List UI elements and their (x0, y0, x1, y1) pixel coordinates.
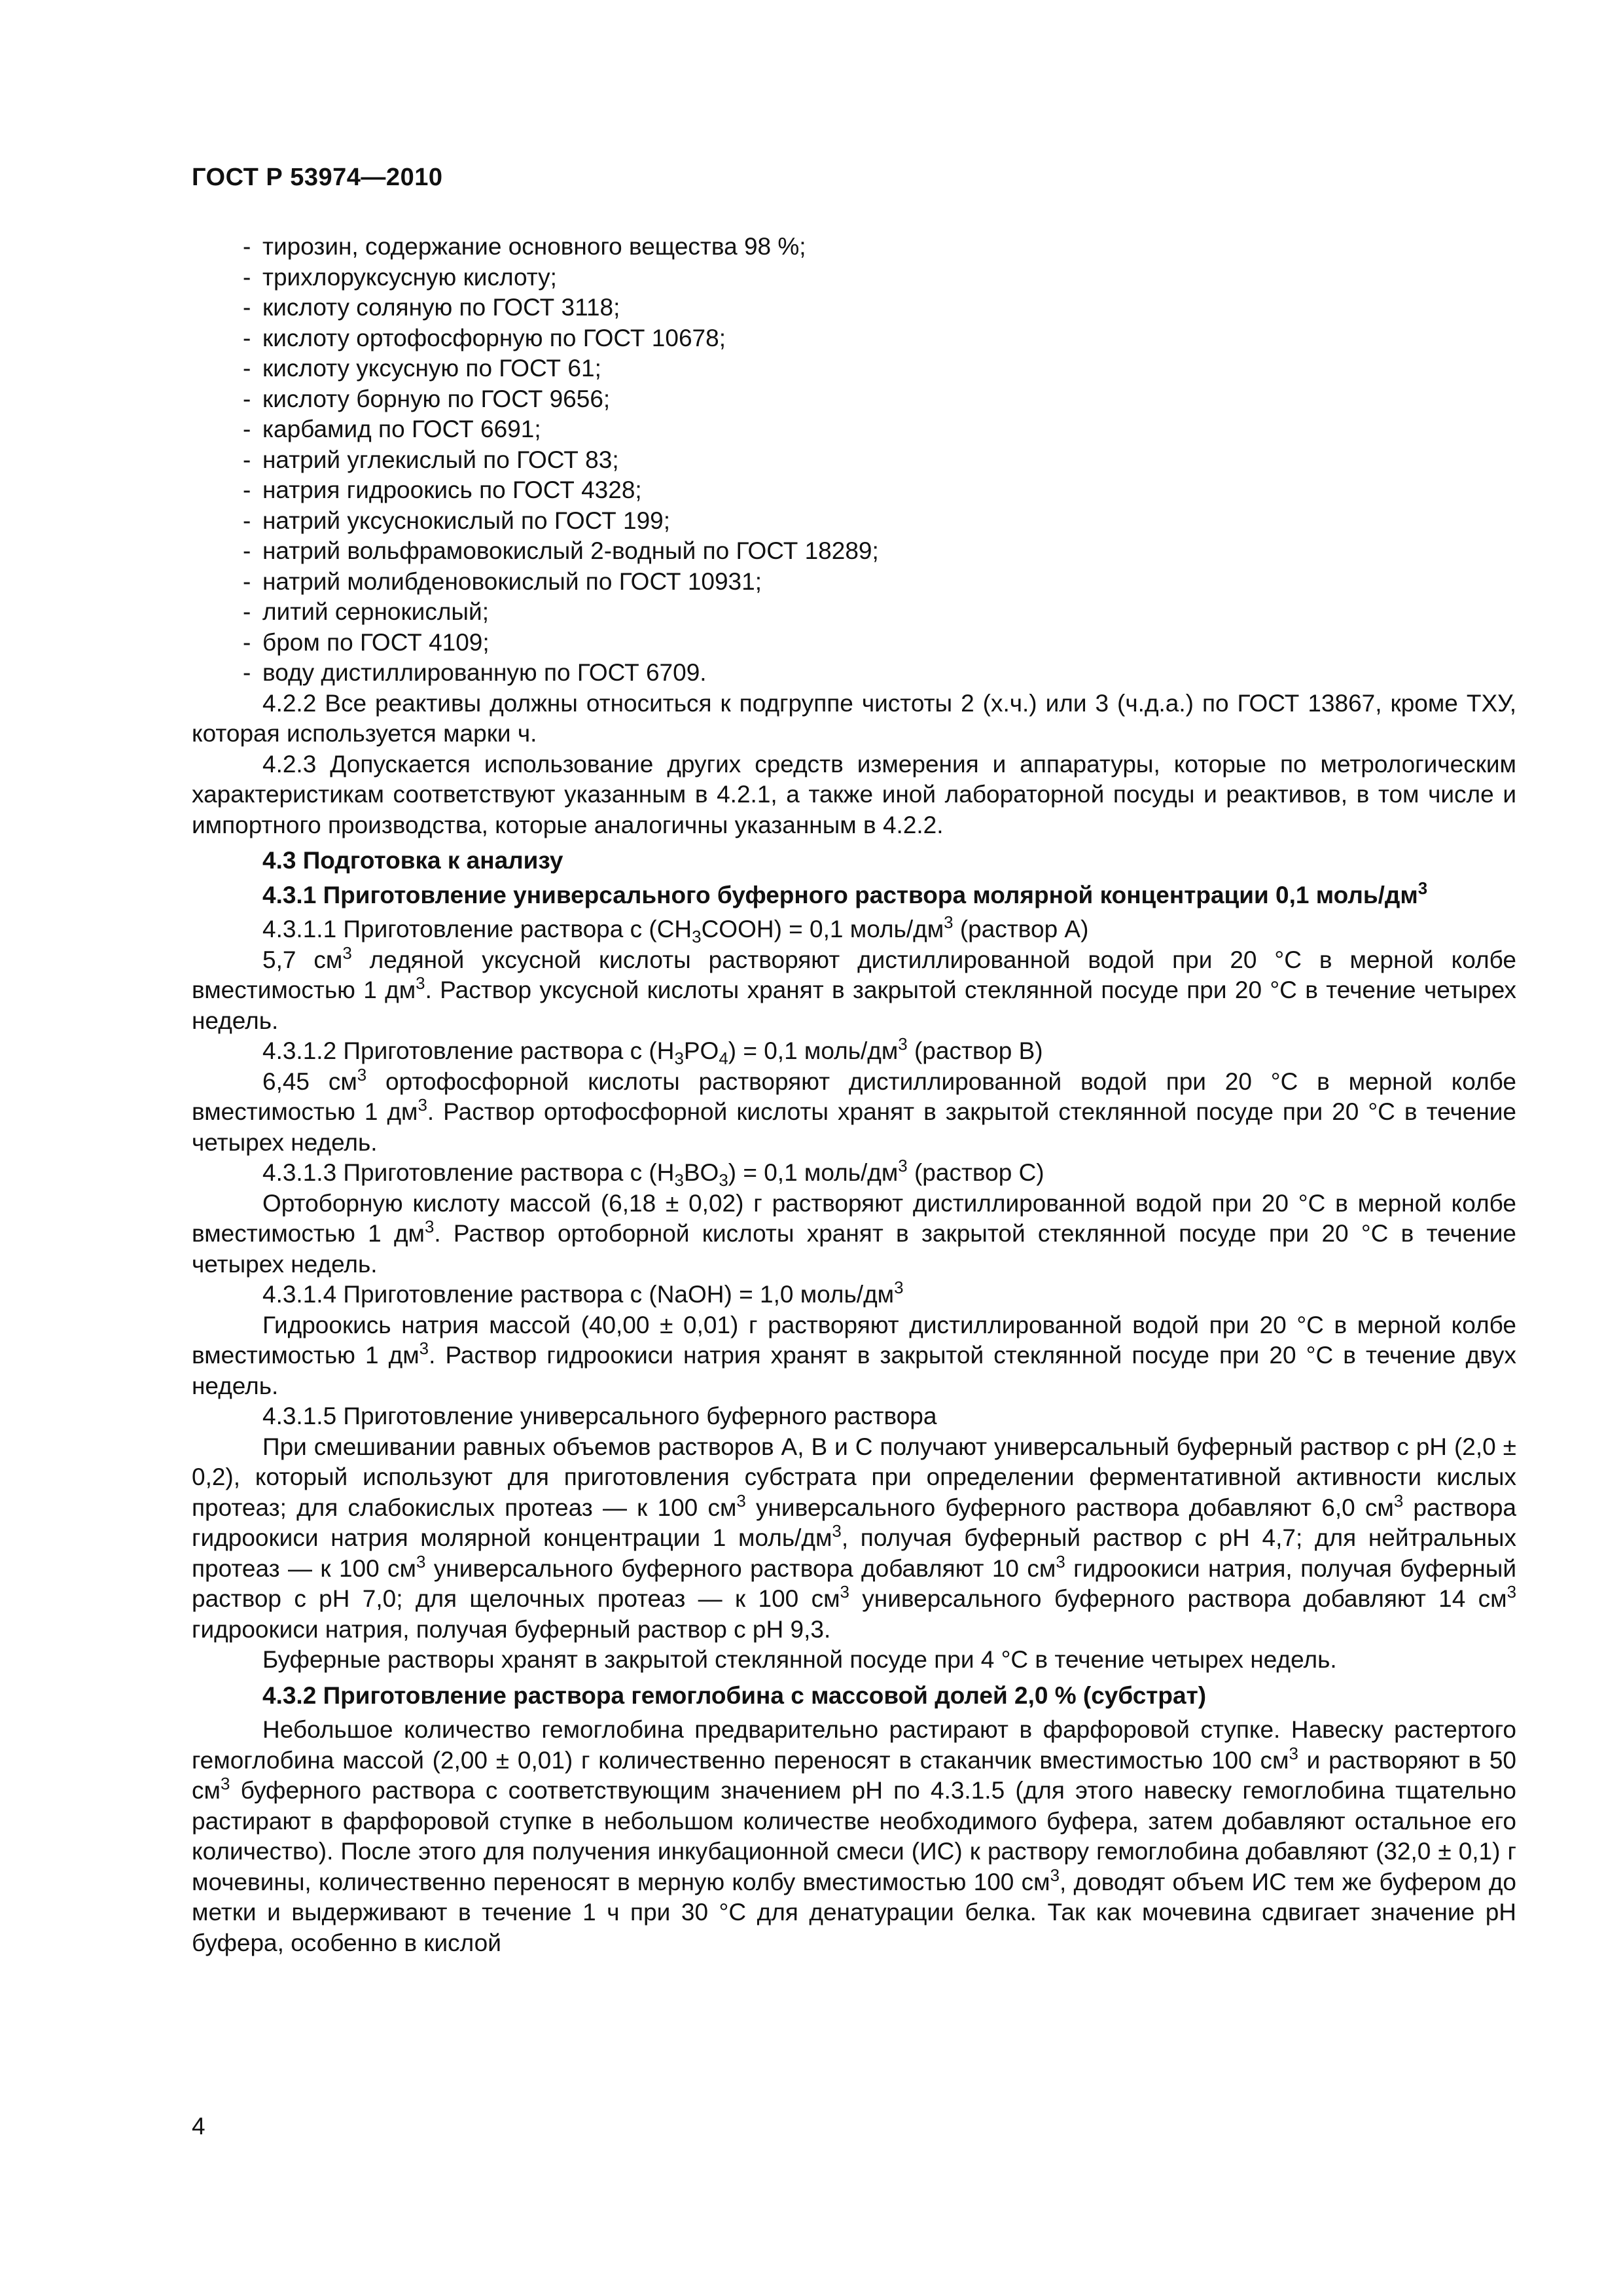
paragraph-4-2-3: 4.2.3 Допускается использование других средств измерения и аппаратуры, которые по метрологическим характеристикам соответствуют указанным в 4.2.1, а также иной лабораторной посуды и реактивов, в том числе и импортного производства, которые аналогичны указанным в 4.2.2. (192, 750, 1516, 838)
list-item: - воду дистиллированную по ГОСТ 6709. (192, 658, 1516, 689)
list-item: - натрия гидроокись по ГОСТ 4328; (192, 475, 1516, 506)
section-heading-4-3-2: 4.3.2 Приготовление раствора гемоглобина с массовой долей 2,0 % (субстрат) (262, 1681, 1207, 1709)
list-item: - натрий молибденовокислый по ГОСТ 10931; (192, 567, 1516, 598)
list-item: - трихлоруксусную кислоту; (192, 262, 1516, 293)
subsection-4-3-1-4: 4.3.1.4 Приготовление раствора с (NaOH) = 1,0 моль/$дм^3$ (262, 1278, 904, 1308)
reagent-list (192, 232, 1516, 689)
list-item: - бром по ГОСТ 4109; (192, 628, 1516, 658)
page-number: 4 (192, 2113, 205, 2140)
subsection-4-3-1-1: 4.3.1.1 Приготовление раствора с $(CH_3COOH) = 0,1$ моль/$дм^3$ (раствор А) (262, 913, 1089, 946)
section-heading-4-3: 4.3 Подготовка к анализу (262, 847, 563, 874)
subsection-4-3-1-2: 4.3.1.2 Приготовление раствора с $(H_3PO_4) = 0,1$ моль/$дм^3$ (раствор В) (262, 1035, 1043, 1068)
paragraph-4-2-2: 4.2.2 Все реактивы должны относиться к подгруппе чистоты 2 (х.ч.) или 3 (ч.д.а.) по ГОСТ 13867, кроме ТХУ, которая используется марки ч. (192, 689, 1516, 747)
list-item: - натрий уксуснокислый по ГОСТ 199; (192, 506, 1516, 537)
document-header: ГОСТ Р 53974—2010 (192, 164, 443, 191)
list-item: - кислоту ортофосфорную по ГОСТ 10678; (192, 323, 1516, 354)
subsection-4-3-1-3: 4.3.1.3 Приготовление раствора с $(H_3BO_3) = 0,1$ моль/$дм^3$ (раствор С) (262, 1157, 1044, 1190)
list-item: - натрий углекислый по ГОСТ 83; (192, 445, 1516, 476)
section-heading-4-3-1: 4.3.1 Приготовление универсального буферного раствора молярной концентрации 0,1 моль/$дм^3$ (262, 879, 1428, 908)
document-body (192, 232, 1516, 1958)
paragraph-4-3-1-5: При смешивании равных объемов растворов А, В и С получают универсальный буферный раствор с рН (2,0 ± 0,2), который используют для приготовления субстрата при определении ферментативной активности кислых протеаз; для слабокислых протеаз — к 100 $см^3$ универсального буферного раствора добавляют 6,0 $см^3$ раствора гидроокиси натрия молярной концентрации 1 моль/$дм^3$, получая буферный раствор с рН 4,7; для нейтральных протеаз — к 100 $см^3$ универсального буферного раствора добавляют 10 $см^3$ гидроокиси натрия, получая буферный раствор с рН 7,0; для щелочных протеаз — к 100 $см^3$ универсального буферного раствора добавляют 14 $см^3$ гидроокиси натрия, получая буферный раствор с рН 9,3. (192, 1433, 1517, 1643)
list-item: - литий сернокислый; (192, 597, 1516, 628)
list-item: - тирозин, содержание основного вещества 98 %; (192, 232, 1516, 262)
list-item: - кислоту уксусную по ГОСТ 61; (192, 353, 1516, 384)
paragraph-4-3-2: Небольшое количество гемоглобина предварительно растирают в фарфоровой ступке. Навеску растертого гемоглобина массой (2,00 ± 0,01) г количественно переносят в стаканчик вместимостью 100 $см^3$ и растворяют в 50 $см^3$ буферного раствора с соответствующим значением рН по 4.3.1.5 (для этого навеску гемоглобина тщательно растирают в фарфоровой ступке в небольшом количестве необходимого буфера, затем добавляют остальное его количество). После этого для получения инкубационной смеси (ИС) к раствору гемоглобина добавляют (32,0 ± 0,1) г мочевины, количественно переносят в мерную колбу вместимостью 100 $см^3$, доводят объем ИС тем же буфером до метки и выдерживают в течение 1 ч при 30 °С для денатурации белка. Так как мочевина сдвигает значение рН буфера, особенно в кислой (192, 1716, 1516, 1956)
paragraph-buffer-storage: Буферные растворы хранят в закрытой стеклянной посуде при 4 °С в течение четырех недель. (262, 1646, 1337, 1673)
paragraph-4-3-1-1: 5,7 $см^3$ ледяной уксусной кислоты растворяют дистиллированной водой при 20 °С в мерной колбе вместимостью 1 $дм^3$. Раствор уксусной кислоты хранят в закрытой стеклянной посуде при 20 °С в течение четырех недель. (192, 944, 1516, 1034)
list-item: - кислоту соляную по ГОСТ 3118; (192, 293, 1516, 323)
paragraph-4-3-1-3: Ортоборную кислоту массой (6,18 ± 0,02) г растворяют дистиллированной водой при 20 °С в мерной колбе вместимостью 1 $дм^3$. Раствор ортоборной кислоты хранят в закрытой стеклянной посуде при 20 °С в течение четырех недель. (192, 1189, 1516, 1278)
paragraph-4-3-1-4: Гидроокись натрия массой (40,00 ± 0,01) г растворяют дистиллированной водой при 20 °С в мерной колбе вместимостью 1 $дм^3$. Раствор гидроокиси натрия хранят в закрытой стеклянной посуде при 20 °С в течение двух недель. (192, 1311, 1516, 1399)
list-item: - карбамид по ГОСТ 6691; (192, 414, 1516, 445)
list-item: - кислоту борную по ГОСТ 9656; (192, 384, 1516, 415)
paragraph-4-3-1-2: 6,45 $см^3$ ортофосфорной кислоты растворяют дистиллированной водой при 20 °С в мерной колбе вместимостью 1 $дм^3$. Раствор ортофосфорной кислоты хранят в закрытой стеклянной посуде при 20 °С в течение четырех недель. (192, 1066, 1517, 1156)
subsection-4-3-1-5: 4.3.1.5 Приготовление универсального буферного раствора (262, 1403, 937, 1429)
list-item: - натрий вольфрамовокислый 2-водный по ГОСТ 18289; (192, 536, 1516, 567)
